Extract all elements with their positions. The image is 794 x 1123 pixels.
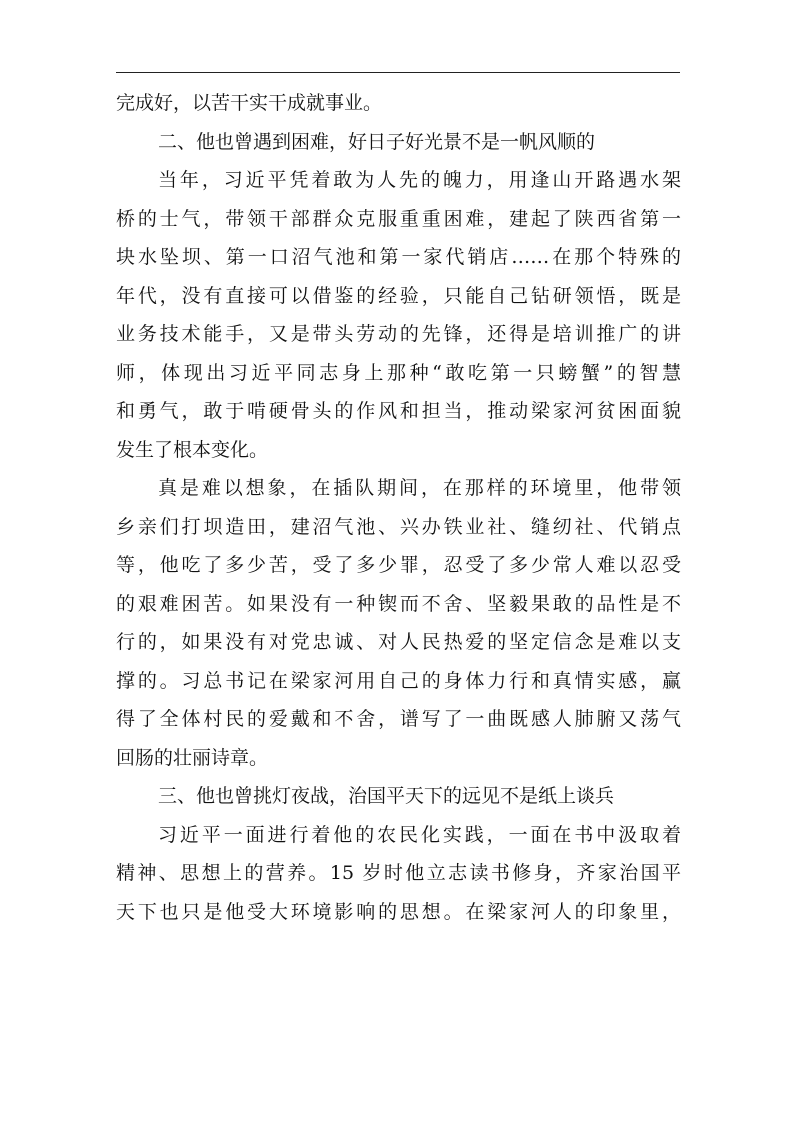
- text-line: 习近平一面进行着他的农民化实践，一面在书中汲取着: [158, 823, 681, 846]
- text-line: 三、他也曾挑灯夜战，治国平天下的远见不是纸上谈兵: [158, 785, 615, 807]
- text-line: 精神、思想上的营养。15 岁时他立志读书修身，齐家治国平: [116, 862, 681, 884]
- text-line: 二、他也曾遇到困难，好日子好光景不是一帆风顺的: [158, 130, 596, 153]
- text-line: 撑的。习总书记在梁家河用自己的身体力行和真情实感，赢: [116, 669, 681, 692]
- text-line: 天下也只是他受大环境影响的思想。在梁家河人的印象里，: [116, 900, 681, 923]
- header-rule: [116, 72, 680, 73]
- text-line: 业务技术能手，又是带头劳动的先锋，还得是培训推广的讲: [116, 323, 681, 345]
- document-body: [116, 84, 681, 931]
- text-line: 等，他吃了多少苦，受了多少罪，忍受了多少常人难以忍受: [116, 554, 681, 576]
- text-line: 块水坠坝、第一口沼气池和第一家代销店……在那个特殊的: [116, 246, 681, 268]
- text-line: 得了全体村民的爱戴和不舍，谱写了一曲既感人肺腑又荡气: [116, 708, 681, 730]
- text-line: 回肠的壮丽诗章。: [116, 746, 269, 769]
- text-line: 的艰难困苦。如果没有一种锲而不舍、坚毅果敢的品性是不: [116, 592, 681, 615]
- text-line: 当年，习近平凭着敢为人先的魄力，用逢山开路遇水架: [158, 169, 681, 191]
- text-line: 发生了根本变化。: [116, 438, 269, 461]
- text-line: 真是难以想象，在插队期间，在那样的环境里，他带领: [158, 477, 681, 499]
- text-line: 和勇气，敢于啃硬骨头的作风和担当，推动梁家河贫困面貌: [116, 400, 681, 422]
- text-line: 完成好，以苦干实干成就事业。: [116, 92, 383, 114]
- text-line: 师，体现出习近平同志身上那种“敢吃第一只螃蟹”的智慧: [116, 361, 681, 384]
- text-line: 行的，如果没有对党忠诚、对人民热爱的坚定信念是难以支: [116, 631, 681, 653]
- text-line: 乡亲们打坝造田，建沼气池、兴办铁业社、缝纫社、代销点: [116, 515, 681, 538]
- text-line: 桥的士气，带领干部群众克服重重困难，建起了陕西省第一: [116, 207, 681, 230]
- text-line: 年代，没有直接可以借鉴的经验，只能自己钻研领悟，既是: [116, 284, 681, 307]
